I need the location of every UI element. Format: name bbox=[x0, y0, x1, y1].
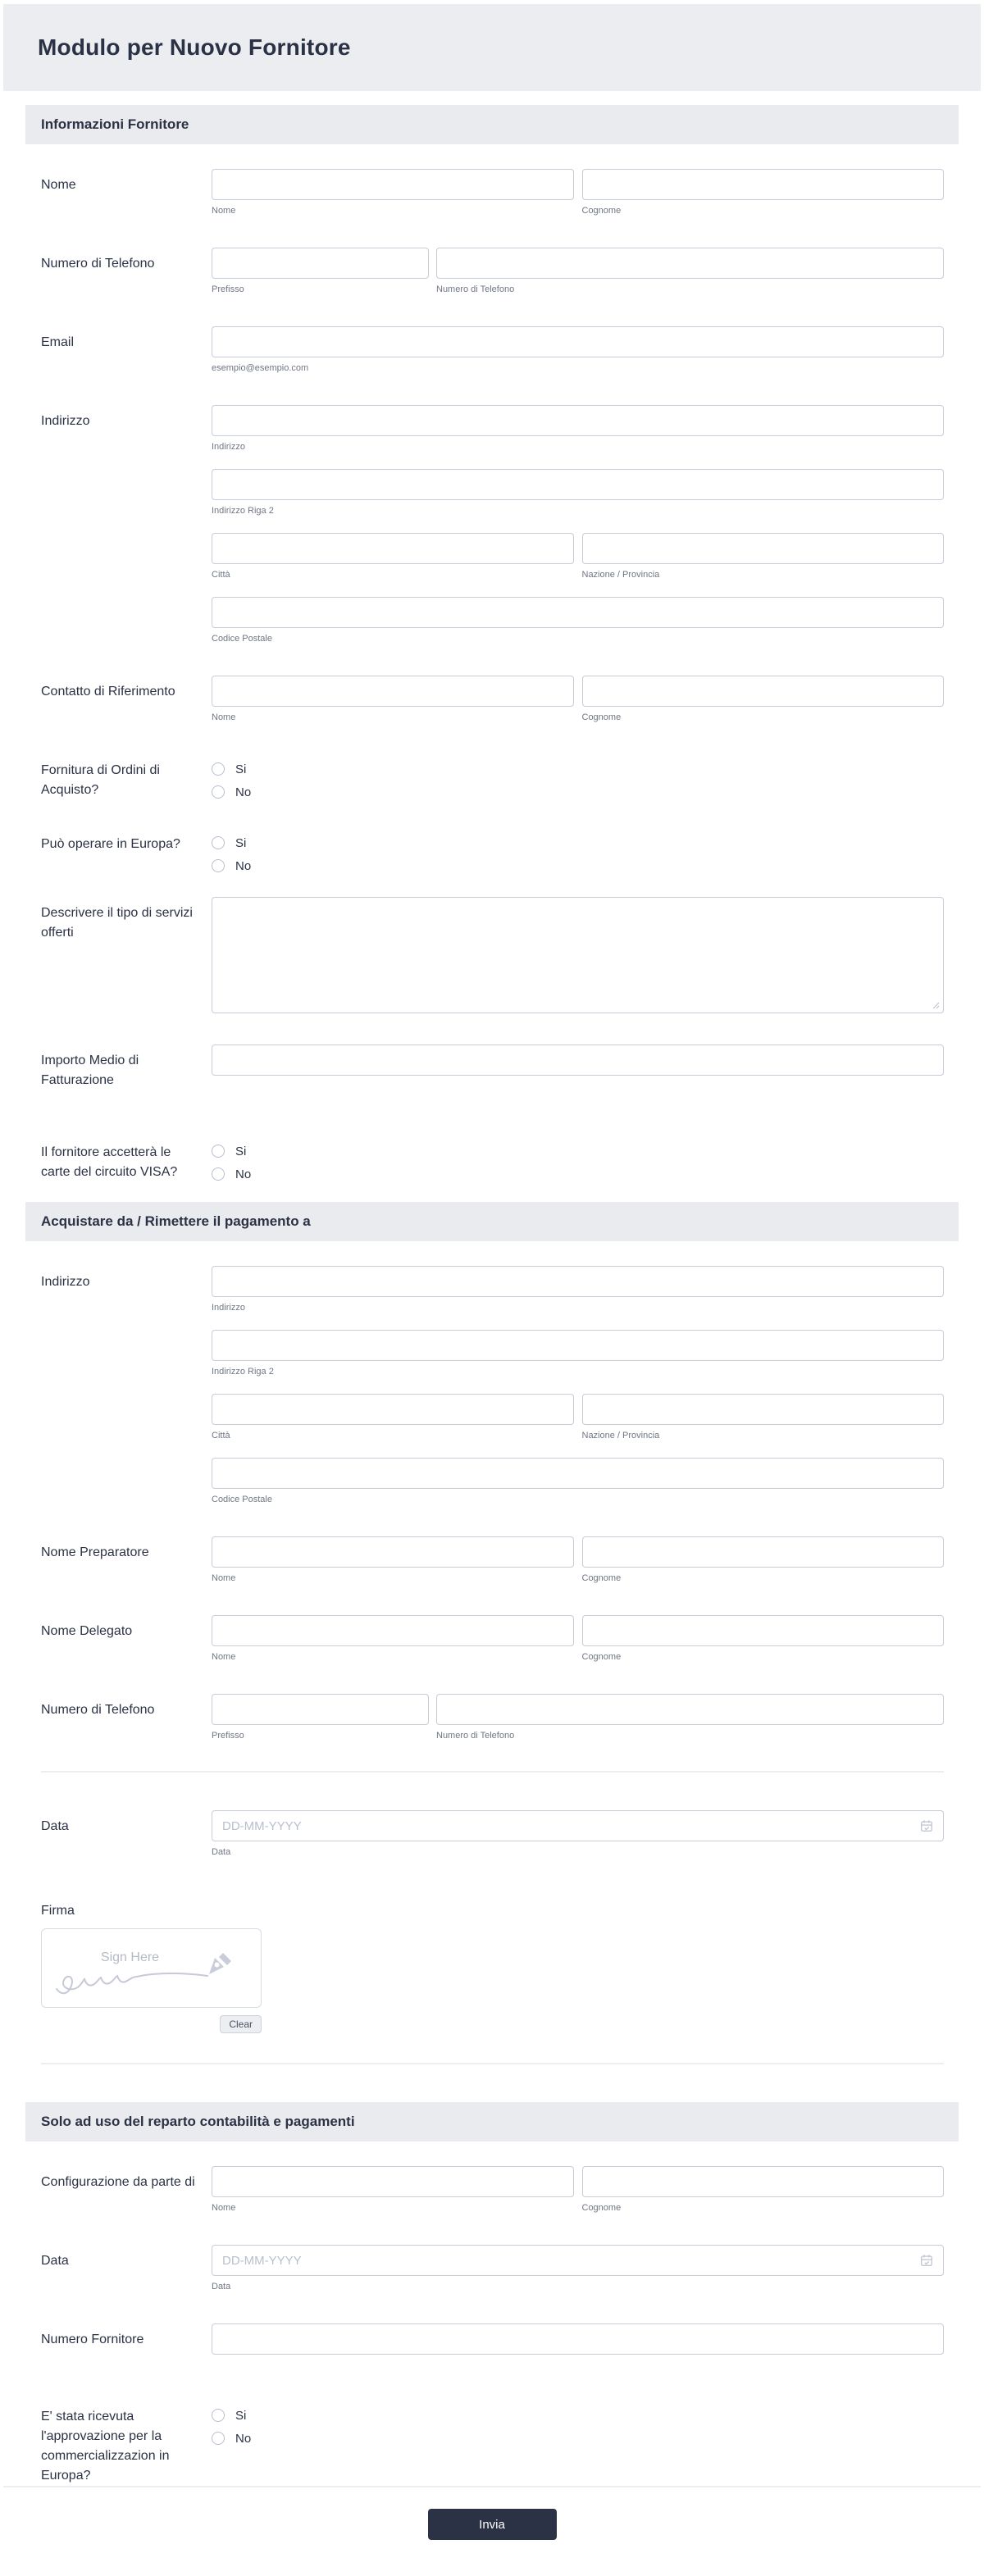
field-label: Firma bbox=[41, 1904, 75, 1918]
field-control bbox=[212, 1536, 944, 1584]
s3-config-cognome-input[interactable] bbox=[582, 2166, 945, 2197]
street2-line bbox=[212, 469, 944, 517]
date-wrap bbox=[212, 2245, 944, 2276]
name-pair bbox=[212, 676, 944, 723]
field-label: Nome Delegato bbox=[41, 1624, 133, 1638]
first-name-cell bbox=[212, 1615, 574, 1663]
field-label: Importo Medio di Fatturazione bbox=[41, 1054, 139, 1087]
field-control bbox=[212, 1810, 944, 1858]
signature-pad[interactable] bbox=[41, 1928, 262, 2008]
europa-yes-option[interactable] bbox=[212, 831, 944, 854]
name-pair bbox=[212, 2166, 944, 2214]
field-control bbox=[212, 1615, 944, 1663]
s1-nome-last-input[interactable] bbox=[582, 169, 945, 200]
calendar-icon[interactable] bbox=[919, 1818, 934, 1833]
sublabel-indirizzo-riga2: Indirizzo Riga 2 bbox=[212, 506, 274, 516]
visa-no-option[interactable] bbox=[212, 1163, 944, 1186]
field-label: E' stata ricevuta l'approvazione per la commercializzazion in Europa? bbox=[41, 2410, 170, 2483]
last-name-cell bbox=[582, 2166, 945, 2214]
s1-email-input[interactable] bbox=[212, 326, 944, 357]
field-data-contabilita bbox=[41, 2245, 944, 2292]
section-contabilita bbox=[3, 2166, 981, 2486]
field-indirizzo bbox=[41, 405, 944, 644]
s1-indirizzo-riga2-input[interactable] bbox=[212, 469, 944, 500]
sublabel-nome: Nome bbox=[212, 1652, 236, 1662]
sublabel-prefisso: Prefisso bbox=[212, 284, 244, 294]
page-title: Modulo per Nuovo Fornitore bbox=[38, 34, 351, 60]
sublabel-nazione: Nazione / Provincia bbox=[581, 570, 660, 580]
sublabel-codice-postale: Codice Postale bbox=[212, 1495, 272, 1504]
field-numero-fornitore bbox=[41, 2323, 944, 2355]
field-control bbox=[212, 1266, 944, 1505]
s1-indirizzo-input[interactable] bbox=[212, 405, 944, 436]
sublabel-nome: Nome bbox=[212, 1573, 236, 1583]
field-label: Indirizzo bbox=[41, 1275, 90, 1289]
fornitura-yes-option[interactable] bbox=[212, 758, 944, 781]
postal-line bbox=[212, 1458, 944, 1505]
field-nome bbox=[41, 169, 944, 216]
sublabel-indirizzo: Indirizzo bbox=[212, 1303, 245, 1313]
section-acquistare-da bbox=[3, 1266, 981, 2064]
field-label: Email bbox=[41, 335, 75, 349]
section-header-acquistare-da bbox=[25, 1202, 959, 1241]
sublabel-prefisso: Prefisso bbox=[212, 1731, 244, 1741]
europa-yes-radio[interactable] bbox=[212, 836, 225, 849]
section-divider bbox=[41, 1771, 944, 1773]
section-title: Informazioni Fornitore bbox=[41, 116, 189, 132]
pen-nib-icon bbox=[207, 1950, 236, 1977]
first-name-cell bbox=[212, 169, 574, 216]
city-state-pair bbox=[212, 533, 944, 580]
s2-indirizzo-riga2-input[interactable] bbox=[212, 1330, 944, 1361]
sublabel-cognome: Cognome bbox=[581, 206, 622, 216]
form-header bbox=[3, 4, 981, 91]
radio-label-si: Si bbox=[235, 762, 247, 776]
s2-preparatore-cognome-input[interactable] bbox=[582, 1536, 945, 1568]
sublabel-data: Data bbox=[212, 2282, 231, 2292]
radio-label-no: No bbox=[235, 1167, 252, 1181]
field-control bbox=[212, 676, 944, 723]
signature-clear-button[interactable]: Clear bbox=[220, 2015, 262, 2033]
section-header-informazioni-fornitore bbox=[25, 105, 959, 144]
sublabel-nome: Nome bbox=[212, 712, 236, 722]
radio-label-no: No bbox=[235, 858, 252, 873]
radio-label-no: No bbox=[235, 2431, 252, 2446]
first-name-cell bbox=[212, 676, 574, 723]
field-telefono bbox=[41, 248, 944, 295]
s1-nome-first-input[interactable] bbox=[212, 169, 574, 200]
area-code-cell bbox=[212, 1694, 429, 1741]
field-control bbox=[212, 405, 944, 644]
field-approvazione-europa bbox=[41, 2401, 944, 2486]
field-label: Data bbox=[41, 1819, 69, 1833]
field-visa bbox=[41, 1136, 944, 1186]
signature-squiggle-icon bbox=[53, 1964, 217, 1997]
phone-pair bbox=[212, 248, 944, 295]
first-name-cell bbox=[212, 2166, 574, 2214]
approvazione-no-radio[interactable] bbox=[212, 2432, 225, 2445]
street-line bbox=[212, 405, 944, 453]
radio-group-fornitura bbox=[212, 754, 944, 803]
section-title: Solo ad uso del reparto contabilità e pagamenti bbox=[41, 2114, 355, 2129]
s1-contatto-cognome-input[interactable] bbox=[582, 676, 945, 707]
s1-citta-input[interactable] bbox=[212, 533, 574, 564]
field-contatto-riferimento bbox=[41, 676, 944, 723]
sublabel-citta: Città bbox=[212, 1431, 230, 1440]
clear-row bbox=[41, 2015, 262, 2033]
field-label: Data bbox=[41, 2254, 69, 2268]
form-card bbox=[3, 4, 981, 2565]
radio-group-approvazione bbox=[212, 2401, 944, 2486]
s3-numero-fornitore-input[interactable] bbox=[212, 2323, 944, 2355]
sublabel-nazione: Nazione / Provincia bbox=[581, 1431, 660, 1440]
section-divider bbox=[41, 2063, 944, 2064]
city-state-line bbox=[212, 533, 944, 580]
city-cell bbox=[212, 1394, 574, 1441]
sublabel-telefono: Numero di Telefono bbox=[436, 1731, 515, 1741]
first-name-cell bbox=[212, 1536, 574, 1584]
submit-area bbox=[3, 2486, 981, 2565]
visa-no-radio[interactable] bbox=[212, 1167, 225, 1181]
radio-label-si: Si bbox=[235, 2408, 247, 2423]
area-code-cell bbox=[212, 248, 429, 295]
city-state-line bbox=[212, 1394, 944, 1441]
s2-preparatore-nome-input[interactable] bbox=[212, 1536, 574, 1568]
field-control bbox=[212, 2166, 944, 2214]
sublabel-data: Data bbox=[212, 1847, 231, 1857]
s3-data-input[interactable] bbox=[212, 2245, 944, 2276]
sublabel-nome: Nome bbox=[212, 206, 236, 216]
field-firma bbox=[41, 1904, 944, 2033]
section-informazioni-fornitore bbox=[3, 169, 981, 1186]
last-name-cell bbox=[582, 676, 945, 723]
s2-indirizzo-input[interactable] bbox=[212, 1266, 944, 1297]
field-label: Può operare in Europa? bbox=[41, 837, 180, 851]
sublabel-cognome: Cognome bbox=[581, 1652, 622, 1662]
radio-label-no: No bbox=[235, 785, 252, 799]
s2-delegato-nome-input[interactable] bbox=[212, 1615, 574, 1646]
sublabel-cognome: Cognome bbox=[581, 2203, 622, 2213]
visa-yes-option[interactable] bbox=[212, 1140, 944, 1163]
last-name-cell bbox=[582, 1615, 945, 1663]
approvazione-no-option[interactable] bbox=[212, 2427, 944, 2450]
field-fornitura-ordini bbox=[41, 754, 944, 803]
approvazione-yes-option[interactable] bbox=[212, 2404, 944, 2427]
sublabel-indirizzo: Indirizzo bbox=[212, 442, 245, 452]
europa-no-option[interactable] bbox=[212, 854, 944, 877]
field-data-firma bbox=[41, 1810, 944, 1858]
field-label: Indirizzo bbox=[41, 414, 90, 428]
section-header-contabilita bbox=[25, 2102, 959, 2141]
field-nome-preparatore bbox=[41, 1536, 944, 1584]
s1-prefisso-input[interactable] bbox=[212, 248, 429, 279]
field-control bbox=[212, 326, 944, 374]
field-label: Configurazione da parte di bbox=[41, 2175, 195, 2189]
field-opera-europa bbox=[41, 828, 944, 877]
sublabel-citta: Città bbox=[212, 570, 230, 580]
europa-no-radio[interactable] bbox=[212, 859, 225, 872]
field-label: Descrivere il tipo di servizi offerti bbox=[41, 906, 193, 940]
field-servizi-offerti bbox=[41, 897, 944, 1013]
s1-nazione-provincia-input[interactable] bbox=[582, 533, 945, 564]
field-label: Numero di Telefono bbox=[41, 1703, 155, 1717]
phone-cell bbox=[436, 248, 944, 295]
city-cell bbox=[212, 533, 574, 580]
s2-telefono-input[interactable] bbox=[436, 1694, 944, 1725]
field-label: Numero di Telefono bbox=[41, 257, 155, 271]
last-name-cell bbox=[582, 1536, 945, 1584]
approvazione-yes-radio[interactable] bbox=[212, 2409, 225, 2422]
form-body bbox=[3, 91, 981, 2565]
s1-codice-postale-input[interactable] bbox=[212, 597, 944, 628]
state-cell bbox=[582, 533, 945, 580]
city-state-pair bbox=[212, 1394, 944, 1441]
radio-group-visa bbox=[212, 1136, 944, 1186]
radio-group-europa bbox=[212, 828, 944, 877]
s1-contatto-nome-input[interactable] bbox=[212, 676, 574, 707]
s3-config-nome-input[interactable] bbox=[212, 2166, 574, 2197]
field-indirizzo-pagamento bbox=[41, 1266, 944, 1505]
field-label: Contatto di Riferimento bbox=[41, 685, 175, 699]
sublabel-cognome: Cognome bbox=[581, 712, 622, 722]
s2-prefisso-input[interactable] bbox=[212, 1694, 429, 1725]
sublabel-email-example: esempio@esempio.com bbox=[212, 363, 309, 373]
field-label: Il fornitore accetterà le carte del circuito VISA? bbox=[41, 1145, 178, 1179]
fornitura-yes-radio[interactable] bbox=[212, 762, 225, 776]
field-importo-medio bbox=[41, 1045, 944, 1090]
s2-delegato-cognome-input[interactable] bbox=[582, 1615, 945, 1646]
field-control bbox=[212, 2323, 944, 2355]
field-control bbox=[212, 1694, 944, 1741]
date-wrap bbox=[212, 1810, 944, 1841]
fornitura-no-radio[interactable] bbox=[212, 785, 225, 799]
section-title: Acquistare da / Rimettere il pagamento a bbox=[41, 1213, 311, 1229]
fornitura-no-option[interactable] bbox=[212, 781, 944, 803]
s2-citta-input[interactable] bbox=[212, 1394, 574, 1425]
calendar-icon[interactable] bbox=[919, 2253, 934, 2268]
s1-importo-input[interactable] bbox=[212, 1045, 944, 1076]
name-pair bbox=[212, 1615, 944, 1663]
radio-label-si: Si bbox=[235, 835, 247, 850]
s2-codice-postale-input[interactable] bbox=[212, 1458, 944, 1489]
visa-yes-radio[interactable] bbox=[212, 1145, 225, 1158]
field-label: Nome bbox=[41, 178, 76, 192]
field-configurazione bbox=[41, 2166, 944, 2214]
last-name-cell bbox=[582, 169, 945, 216]
sublabel-indirizzo-riga2: Indirizzo Riga 2 bbox=[212, 1367, 274, 1377]
field-control bbox=[212, 897, 944, 1013]
field-email bbox=[41, 326, 944, 374]
s2-data-input[interactable] bbox=[212, 1810, 944, 1841]
field-control bbox=[212, 1045, 944, 1090]
field-label: Nome Preparatore bbox=[41, 1545, 149, 1559]
phone-pair bbox=[212, 1694, 944, 1741]
field-label: Numero Fornitore bbox=[41, 2333, 144, 2346]
sublabel-cognome: Cognome bbox=[581, 1573, 622, 1583]
street-line bbox=[212, 1266, 944, 1313]
field-telefono-pagamento bbox=[41, 1694, 944, 1741]
sublabel-codice-postale: Codice Postale bbox=[212, 634, 272, 644]
sublabel-telefono: Numero di Telefono bbox=[436, 284, 515, 294]
sign-here-text: Sign Here bbox=[100, 1950, 160, 1964]
phone-cell bbox=[436, 1694, 944, 1741]
field-control bbox=[212, 248, 944, 295]
radio-label-si: Si bbox=[235, 1144, 247, 1158]
resize-handle-icon[interactable] bbox=[932, 1002, 940, 1009]
name-pair bbox=[212, 169, 944, 216]
street2-line bbox=[212, 1330, 944, 1377]
name-pair bbox=[212, 1536, 944, 1584]
state-cell bbox=[582, 1394, 945, 1441]
field-label: Fornitura di Ordini di Acquisto? bbox=[41, 763, 160, 797]
sublabel-nome: Nome bbox=[212, 2203, 236, 2213]
s2-nazione-provincia-input[interactable] bbox=[582, 1394, 945, 1425]
postal-line bbox=[212, 597, 944, 644]
field-control bbox=[212, 2245, 944, 2292]
submit-button[interactable]: Invia bbox=[428, 2509, 557, 2540]
field-nome-delegato bbox=[41, 1615, 944, 1663]
s1-servizi-textarea[interactable] bbox=[212, 897, 944, 1013]
s1-telefono-input[interactable] bbox=[436, 248, 944, 279]
field-control bbox=[212, 169, 944, 216]
